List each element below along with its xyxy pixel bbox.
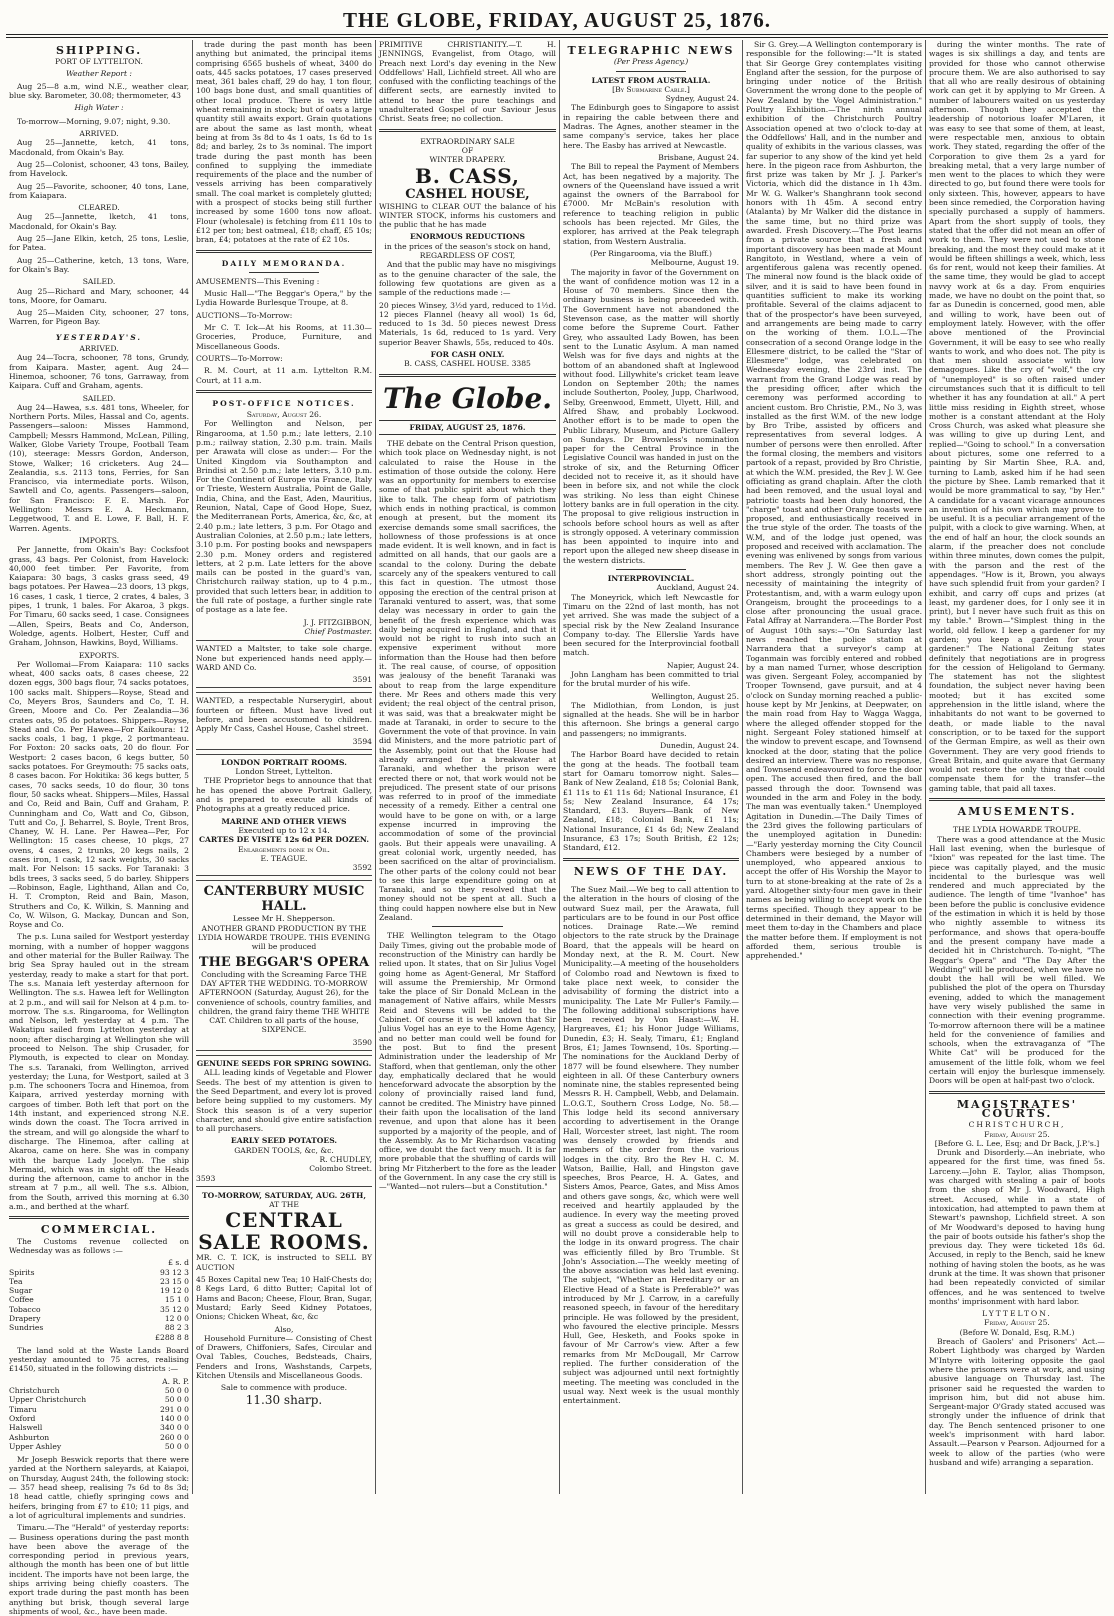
ad-wanted-maltster [196,640,372,688]
arrived-item: Aug 25—Favorite, schooner, 40 tons, Lane, from Kaiapara. [9,181,189,200]
separator [196,250,372,253]
news-continued: during the winter months. The rate of wages is six shillings a day, and tents are provided for those who cannot otherwise procure them. We are also authorised to say that all who are really desirous of obtaining work can get it by applying to Mr Green. A number of labourers waited on us yesterday afternoon. Though they accepted the leadership of notorious loafer M'Laren, it was easy to see that some of them, at least, were respectable men, anxious to obtain work. They stated, regarding the offer of the Corporation to give them 2s a yard for breaking metal, that a very large number of men went to the places to which they were directed to go, but found there were tools for only sixteen. This, however, appears to have been since remedied, the Corporation having specially purchased a supply of hammers. Apart from the short supply of tools, they stated that the offer did not mean an offer of work to them. They were not used to stone breaking, and the most they could make at it would be fifteen shillings a week, which, less 6s for rent, would not keep their families. At the same time, they would be glad to accept navvy work at 6s a day. From enquiries made, we have no doubt on the point that, so far as Dunedin is concerned, good men, able and willing to work, have been out of employment lately. However, with the offer above mentioned of the Provincial Government, it will be easy to see who really wants to work, and who does not. The pity is that men should associate with low demagogues. Like the cry of "wolf," the cry of "unemployed" is so often raised under circumstances such that it is difficult to tell whether it has any foundation at all." A pert little miss residing in Eighth street, whose mother is a constant attendant at the Holy Cross Church, was asked what pleasure she was willing to give up during Lent, and replied—"Going to school." In a conversation about pictures, some one referred to a painting by Sir Martin Shee, R.A. and, turning to Lamb, asked him if he had seen the picture by Shee. Lamb remarked that it would be more grammatical to say, "by Her." A candidate for a vacant vicarage announces an invention of his own which may prove to be useful. It is a peculiar arrangement of the pulpit, with a clock to give warning. When, at the end of half an hour, the clock sounds an alarm, if the preacher does not conclude within three minutes, down comes the pulpit, with the parson and the rest of the appendages. "How is it, Brown, you always have such splendid fruit from your garden? I exhibit, and carry off cups and prizes (at least, my gardener does, for I only see it in print), but I never have such fruit as this on my table." Brown—"Simplest thing in the world, old fellow. I keep a gardener for my garden; you keep a garden for your gardener." The National Zeitung states definitely that negotiations are in progress for the cession of Heligoland to Germany. The statement has not the slightest foundation, the subject never having been mooted; but it has excited some apprehension in the little island, where the inhabitants do not want to be governed to death, or made liable to the naval conscription, or to be taxed for the support of the German Empire, as well as their own Government. They are very good friends to Great Britain, and quite aware that Germany would not restore the only thing that could compensate them for the transfer—the gaming table, that paid all taxes. [929,40,1105,793]
ad-line: Executed up to 12 x 14. [238,825,330,835]
dateline: Dunedin, August 24. [660,741,739,751]
cable-note: [By Submarine Cable.] [612,84,690,94]
court-report: Breach of Gaolers' and Prisoners' Act.—Robert Lightbody was charged by Warden M'Intyre with loitering opposite the gaol where the prisoners were at work, and using abusive language on Thursday last. The prisoner said he requested the warden to imprison him, but did not abuse him. Sergeant-major O'Grady stated accused was strongly under the influence of drink that day. The Bench sentenced prisoner to one week's imprisonment with hard labor. Assault.—Pearson v Pearson. Adjourned for a week to allow of the parties (who were husband and wife) arranging a separation. [929,1337,1105,1467]
ad-portrait-rooms [196,754,372,877]
ad-subheading: London Street, Lyttelton. [235,767,333,777]
column-4 [560,40,742,1494]
news-of-day: The Suez Mail.—We beg to call attention to the alteration in the hours of closing of the outward Suez mail, per the Arawata, full particulars are to be found in our Post office notices. Drainage Rate.—We remind objectors to the rate struck by the Drainage Board, that the appeals will be heard on Monday next, at the R. M. Court. New Municipality.—A meeting of the householders of Colombo road and Newtown is fixed to take place next week, to consider the advisability of forming the district into a municipality. The Late Mr Fuller's Family.—The following additional subscriptions have been received by Von Haast:—W. H. Hargreaves, £1; his Honor Judge Williams, Dunedin, £3; H. Sealy, Timaru, £1; England Bros, £1; James Townsend, 10s. Sporting.—The nominations for the Auckland Derby of 1877 will be found elsewhere. They number eighteen in all. Of these Canterbury owners nominate nine, the stables represented being Messrs R. H. Campbell, Webb, and Delamain. L.O.G.T., Southern Cross Lodge, No. 58.—This lodge held its second anniversary according to advertisement in the Orange Hall, Worcester street, last night. The room was densely crowded by friends and members of the order from the various lodges in the city. Bro the Rev H. C. M. Watson, Baillie, Hall, and Hingston gave speeches, Bros Pearce, H. A. Gates, and Sisters Amos, Pearce, Gates, and Miss Amos and others gave songs, &c, which were well received and heartily applauded by the audience. In every way the meeting proved as great a success as could be desired, and will no doubt prove a considerable help to the lodge in its onward progress. The chair was efficiently filled by Bro Trumble. St John's Association.—The weekly meeting of the above association was held last evening. The subject, "Whether an Hereditary or an Elective Head of a State is Preferable?" was introduced by Mr J. Carrow, in a carefully reasoned speech, in favour of the hereditary principle. He was followed by the president, who favoured the elective principle. Messrs Hull, Gee, Hesketh, and Fooks spoke in favour of Mr Carrow's view. After a few remarks from Mr McDougall, Mr Carrow replied. The further consideration of the subject was adjourned until next fortnightly meeting. The meeting was concluded in the usual way. Next week is the usual monthly entertainment. [563,884,739,1406]
masthead-rule-2 [6,37,1108,38]
news-auckland: The Moneyrick, which left Newcastle for Timaru on the 22nd of last month, has not yet arrived. She was made the subject of a special risk by the New Zealand Insurance Company to-day. The Ellerslie Yards have been secured for the Interprovincial football match. [563,592,739,658]
arrived-item: Aug 25—Colonist, schooner, 43 tons, Bailey, from Havelock. [9,159,189,179]
cleared-item: Aug 25—Jannette, lketch, 41 tons, Macdonald, for Okain's Bay. [9,212,189,231]
ad-line: EARLY SEED POTATOES. [230,1136,338,1146]
separator [616,569,686,570]
ad-text: 45 Boxes Capital new Tea; 10 Half-Chests do; 8 Kegs Lard, 6 ditto Butter; Capital lot of Hams and Bacon; Cheese, Flour, Bran, Sugar, Mustard; Early Seed Kidney Potatoes, Onions; Chicken Wheat, &c, &c [196,1275,372,1322]
press-agency: (Per Press Agency.) [613,57,689,67]
sailed-label: SAILED. [82,277,116,287]
ad-line: ENORMOUS REDUCTIONS [409,232,526,242]
ad-text: WISHING to CLEAR OUT the balance of his WINTER STOCK, informs his customers and the public that he has made [379,201,556,230]
ad-number: 3592 [352,863,372,873]
ad-number: 3591 [352,675,372,685]
ad-title: CENTRAL [225,1208,343,1233]
table-row: Upper Christchurch 50 0 0 [9,1395,189,1405]
editorial-ministry: THE Wellington telegram to the Otago Daily Times, giving out the probable mode of reconstruction of the Ministry can hardly be relied upon. It states, that on Sir Julius Vogel going home as Agent-General, Mr Stafford will assume the Premiership, Mr Ormond take the place of Sir Donald McLean in the management of Native affairs, while Messrs Reid and Stevens will be added to the Cabinet. Of course it is well known that Sir Julius Vogel has an eye to the Home Agency, and no better man could well be found for the post. But to find the present Administration under the leadership of Mr Stafford, when that gentleman, only the other day, emphatically declared that he would henceforward advocate the absorption by the colony of provincially raised land fund, cannot be credited. The Ministry have pinned their faith upon the localisation of the land revenue, and upon that alone has it been supported by a majority of the people, and of the Assembly. As to Mr Richardson vacating office, we doubt the fact very much. It is far more probable that the shuffling of cards will bring Mr Fitzherbert to the fore as the leader of the Government. In any case the cry still is—"Wanted—not rulers—but a Constitution." [379,931,556,1192]
post-notices: For Wellington and Nelson, per Ringarooma, at 1.50 p.m.; late letters, 2.10 p.m.; railway station, 2.30 p.m. train. Mails per Arawata will close as under:— For the United Kingdom via Southampton and Brindisi at 2.50 p.m.; late letters, 3.10 p.m. For the Continent of Europe via France, Italy or Trieste, Western Australia, Point de Galle, India, China, and the East, Aden, Mauritius, Reunion, Natal, Cape of Good Hope, Suez, the Mediterranean Ports, America, &c, &c, at 2.40 p.m.; late letters, 3 p.m. For Otago and Australian Colonies, at 2.50 p.m.; late letters, 3.10 p.m. For posting books and newspapers 2.30 p.m. Money orders and registered letters, at 2 p.m. Late letters for the above mails can be posted in the guard's van, Christchurch railway station, up to 4 p.m., provided that such letters bear, in addition to the full rate of postage, a further single rate of postage as a late fee. [196,419,372,615]
imports: Per Jannette, from Okain's Bay: Cocksfoot grass, 43 bags. Per Colonist, from Havelock: 40,000 feet timber. Per Favorite, from Kaiapara: 30 bags, 3 casks grass seed, 49 bags potatoes. Per Hawea—23 doors, 13 pkgs, 16 cases, 1 cask, 1 tierce, 2 crates, 4 bales, 3 pipes, 1 trunk, 1 bales. For Akaroa, 3 pkgs. For Timaru, 60 sacks seed, 1 case. Consignees—Allen, Speirs, Beats and Co, Anderson, Woledge, agents. Holbert, Hester, Cuff and Graham, Johnson, Hawkins, Boyd, Williams. [9,545,189,648]
memoranda-heading: DAILY MEMORANDA. [221,258,347,268]
table-row: Timaru 291 0 0 [9,1404,189,1414]
editorial-prison: THE debate on the Central Prison question, which took place on Wednesday night, is not calculated to raise the House in the estimation of those outside the colony. Here was an opportunity for members to exercise some of that public spirit about which they like to talk. The cheap form of patriotism which ends in nothing practical, is common enough at present, but the moment its exercise demands some small sacrifices, the hollowness of those professions is at once made evident. It is well known, and in fact is admitted on all hands, that our gaols are a scandal to the colony. During the debate scarcely any of the speakers ventured to call this fact in question. The utmost those opposing the erection of the central prison at Taranaki ventured to assert, was, that some delay was necessary in order to gain the benefit of the fresh experience which was daily being acquired in England, and that it would not be right to rush into such an expensive experiment without more information than the House had then before it. The real cause, of course, of opposition was jealousy of the benefit Taranaki was about to reap from the large expenditure there. Mr Rees and others made this very evident; the real object of the central prison, it was said, was that a breakwater might be made at Taranaki, in order to secure to the Government the vote of that province. In vain did Ministers, and the more patriotic part of the Assembly, point out that the House had already arranged for a breakwater at Taranaki, and whether the prison were erected there or not, that work would not be prejudiced. The present state of our prisons was referred to in proof of the immediate necessity of a remedy. Either a central one would have to be gone on with, or a large expense incurred in improving the accommodation of some of the provincial gaols. But their appeals were unavailing. A great colonial work, urgently needed, has been sacrificed on the altar of provincialism. The other parts of the colony could not bear to see this large expenditure going on at Taranaki, and so they resolved that the money should not be spent at all. Such a thing could happen nowhere else but in New Zealand. [379,438,556,923]
ad-subheading: Lessee Mr H. Shepperson. [232,914,336,924]
cleared-item: Aug 25—Catherine, ketch, 13 tons, Ware, for Okain's Bay. [9,255,189,274]
ad-primitive-christianity: PRIMITIVE CHRISTIANITY.—T. H. JENNINGS, Evangelist, from Otago, will Preach next Lord's day evening in the New Oddfellows' Hall, Lichfield street. All who are confused with the conflicting teachings of the different sects, are earnestly invited to attend to hear the pure teachings and unadulterated Gospel of our Saviour Jesus Christ. Seats free; no collection. [379,40,556,124]
court-report: Drunk and Disorderly.—An inebriate, who appeared for the first time, was fined 5s. Larceny.—John E. Taylor, alias Thompson, was charged with stealing a pair of boots from the shop of Mr J. Woodward, High street. Accused, while in a state of intoxication, had attempted to pawn them at Stewart's pawnshop, Lichfield street. A son of Mr Woodward's deposed to having hung the pair of boots outside his father's shop the previous day. They were ticketed 18s 6d. Accused, in reply to the Bench, said he knew nothing of having stolen the boots, as he was drunk at the time. It was shown that prisoner had been repeatedly convicted of similar offences, and he was sentenced to twelve months' imprisonment with hard labor. [929,1148,1105,1306]
ad-text: MR. C. T. ICK, is instructed to SELL BY AUCTION [196,1253,372,1272]
ad-text: THE Proprietor begs to announce that that he has opened the above Portrait Gallery, and is prepared to execute all kinds of Photographs at a greatly reduced price. [196,776,372,814]
troupe-heading: THE LYDIA HOWARDE TROUPE. [952,825,1082,835]
dateline: Brisbane, August 24. [658,152,739,162]
arrived-label: ARRIVED. [79,129,119,139]
amusements-label: AMUSEMENTS—This Evening : [196,276,320,286]
post-office-heading: POST-OFFICE NOTICES. [212,398,356,408]
stock-report: Mr Joseph Beswick reports that there were yarded at the Northern saleyards, at Kaiapoi, on Thursday, August 24th, the following stock:— 357 head sheep, realising 7s 6d to 8s 3d; 18 head cattle, chiefly springing cows and heifers, bringing from £7 to £10; 11 pigs, and a lot of agricultural implements and sundries. [9,1455,189,1520]
exports-label: EXPORTS. [78,650,120,660]
ad-line: Sale to commence with produce. [220,1383,348,1393]
magistrates-heading: MAGISTRATES' COURTS. [956,1097,1078,1120]
ad-text: WANTED, a respectable Nurserygirl, about fourteen or fifteen. Must have lived out before, and been accustomed to children. Apply Mr Cass, Cashel House, Cashel street. [196,696,372,734]
court-location: CHRISTCHURCH, [968,1120,1066,1130]
separator [432,926,503,927]
high-water: To-morrow—Morning, 9.07; night, 9.30. [17,116,171,126]
table-row: Ashburton 260 0 0 [9,1432,189,1442]
column-6 [926,40,1108,1494]
ad-line: GARDEN TOOLS, &c, &c. [234,1145,334,1155]
court-date: Friday, August 25. [984,1318,1050,1328]
dateline: Auckland, August 24. [656,583,739,593]
table-total: £288 8 8 [155,1332,189,1342]
customs-table [9,1258,189,1342]
news-napier: John Langham has been committed to trial for the brutal murder of his wife. [563,670,739,689]
ad-signature: R. CHUDLEY, [319,1154,372,1164]
ad-line: OF [461,145,474,155]
dateline: Melbourne, August 19. [650,258,739,268]
ad-number: 3593 [196,1173,216,1183]
amusements-memo: Music Hall—"The Beggar's Opera," by the Lydia Howarde Burlesque Troupe, at 8. [196,289,372,308]
column-2 [193,40,375,1494]
weather-report: Aug 25—8 a.m, wind N.E., weather clear, blue sky. Barometer, 30.08; thermometer, 43 [9,81,189,101]
ad-number: 3594 [352,736,372,746]
y-sailed-label: SAILED. [82,393,116,403]
table-row: Oxford 140 0 0 [9,1413,189,1423]
y-sailed: Aug 24—Hawea, s.s. 481 tons, Wheeler, for Northern Ports. Miles, Hassal and Co, agents. Passengers—saloon: Misses Hammond, Campbell; Messrs Hammond, McLean, Pilling, Walker, Globe Variety Troupe, Football Team (10), steerage: Messrs Gordon, Anderson, Stowe, Walker; 16 cricketers. Aug 24—Zealandia, s.s. 2113 tons, Ferries, for San Francisco, via intermediate ports. Wilson, Sawtell and Co, agents. Passengers—saloon, for San Francisco: F. E. Marsh. For Wellington: Messrs E. A. Heckmann, Leggetwood, T. and E. Lowe, F. Ball, H. F. Warren. Agents. [9,402,189,533]
separator [379,374,556,377]
ad-text: Concluding with the Screaming Farce THE DAY AFTER THE WEDDING. TO-MORROW AFTERNOON (Saturday, August 26), for the convenience of schools, country families, and children, the grand fairy theme THE WHITE CAT. Children to all parts of the house, SIXPENCE. [196,969,372,1035]
y-arrived-label: ARRIVED. [79,344,119,354]
separator [616,880,686,881]
ad-line: TO-MORROW, SATURDAY, AUG. 26TH, [201,1190,366,1200]
dateline: Napier, August 24. [666,660,739,670]
ad-line: FOR CASH ONLY. [430,350,505,360]
separator [9,1216,189,1219]
land-cols: A. R. P. [162,1376,189,1386]
high-water-label: High Water : [74,103,124,113]
ad-text: Household Furniture— Consisting of Chest of Drawers, Chiffoniers, Safes, Circular and Oval Tables, Couches, Bedsteads, Chairs, Fenders and Irons, Washstands, Carpets, Kitchen Utensils and Miscellaneous Goods. [196,1333,372,1381]
table-row: Spirits 93 12 3 [9,1267,189,1277]
auctions-memo: Mr C. T. Ick—At his Rooms, at 11.30—Groceries, Produce, Furniture, and Miscellaneous Goods. [196,323,372,351]
issue-date: FRIDAY, AUGUST 25, 1876. [379,420,556,435]
ad-heading: LONDON PORTRAIT ROOMS. [221,757,347,767]
ad-text: 20 pieces Winsey, 3½d yard, reduced to 1½d. 12 pieces Flannel (heavy all wool) 1s 6d, reduced to 1s 3d. 50 pieces newest Dress Materials, 1s 6d, reduced to 1s yard. Very superior Beaver Shawls, 55s, reduced to 40s. [379,300,556,347]
ad-seeds [196,1055,372,1187]
table-row: Christchurch 50 0 0 [9,1386,189,1396]
column-5 [743,40,925,1494]
separator [929,798,1105,801]
separator [196,390,372,393]
table-row: Drapery 12 0 0 [9,1314,189,1323]
separator [982,820,1052,821]
table-row: Sundries 88 2 3 [9,1323,189,1333]
amusements-report: There was a good attendance at the Music Hall last evening, when the burlesque of "Ixion" was repeated for the last time. The piece was capitally played, and the music incidental to the burlesque was well rendered and much appreciated by the audience. The length of time "Ivanhoe" has been before the public is conclusive evidence of the estimation in which it is held by those who nightly assemble to witness its performance, and shows that opera-bouffe and the present company have made a decided hit in Christchurch. To-night, "The Beggar's Opera" and "The Day After the Wedding" will be produced, when we have no doubt the hall will be well filled. We published the plot of the opera on Thursday evening, added to which the management have very wisely published the same in connection with their evening programme. To-morrow afternoon there will be a matinee held for the convenience of families and schools, when the extravaganza of "The White Cat" will be produced for the amusement of the little folk, whom we feel certain will enjoy the burlesque immensely. Doors will be open at half-past two o'clock. [929,834,1105,1086]
ad-line: Also, [274,1324,294,1334]
timaru-report: Timaru.—The "Herald" of yesterday reports:— Business operations during the past month have been above the average of the corresponding period in previous years, although the month has been one of but little incident. The imports have not been large, the ships arriving being chiefly coasters. The export trade during the past month has been anything but brisk, though several large shipments of wool, &c., have been made. [9,1523,189,1616]
land-sold: The land sold at the Waste Lands Board yesterday amounted to 75 acres, realising £1450, situated in the following districts :— [9,1345,189,1374]
ad-text: And that the public may have no misgivings as to the genuine character of the sale, the following few quotations are given as a sample of the reductions made :— [379,260,556,298]
arrived-item: Aug 25—Jannette, ketch, 41 tons, Macdonald, from Okain's Bay. [9,138,189,157]
table-row: Tobacco 35 12 0 [9,1304,189,1314]
land-table [9,1377,189,1451]
separator [929,1091,1105,1094]
table-row: Sugar 19 12 0 [9,1286,189,1296]
table-row: Tea 23 15 0 [9,1276,189,1286]
ad-line: EXTRAORDINARY SALE [420,136,515,146]
interprovincial-heading: INTERPROVINCIAL. [607,574,695,584]
commercial-heading: COMMERCIAL. [40,1223,158,1237]
cleared-label: CLEARED. [78,203,120,213]
courts-label: COURTS—To-Morrow: [196,353,283,363]
ad-text: ANOTHER GRAND PRODUCTION BY THE LYDIA HOWARDE TROUPE. THIS EVENING will be produced [197,923,371,952]
dateline: (Per Ringarooma, via the Bluff.) [590,248,712,258]
masthead: THE GLOBE, FRIDAY, AUGUST 25, 1876. [342,8,772,32]
court-bench: (Before W. Donald, Esq, R.M.) [959,1327,1075,1337]
ad-line: B. CASS, CASHEL HOUSE. 3385 [404,359,531,369]
ad-line: WINTER DRAPERY. [429,155,506,165]
dateline: Wellington, August 25. [651,691,739,701]
exports: Per Wollomai—From Kaiapara: 110 sacks wheat, 400 sacks oats, 8 cases cheese, 22 dozen eggs, 300 bags flour, 74 sacks potatoes, 100 sacks malt. Shippers—Royse, Stead and Co, Meyers Bros, Saunders and Co, T. H. Green, Moore and Co. Per Zealandia—36 crates oats, 95 do potatoes. Shippers—Royse, Stead and Co. Per Hawea—For Kaikoura: 12 sacks coals, 1 bag, 1 pkge, 2 portmanteau. For Foxton: 20 sacks oats, 20 do flour. For Westport: 2 cases bacon, 6 kegs butter, 50 sacks potatoes. For Greymouth: 75 sacks oats, 8 cases bacon. For Hokitika: 36 kegs butter, 5 cases, 70 sacks seeds, 10 do flour, 30 tons flour, 50 sacks wheat. Shippers—Miles, Hassal and Co, Reid and Bain, Cuff and Graham, P. Cunningham and Co, Watt and Co, Gibson, Tutt and Co, J. Beharrel, S. Boyle, Trent Bros, Chaney, W. H. Lane. Per Hawea—Per, For Wellington: 15 cases cheese, 10 pkgs, 27 ovens, 4 cases, 2 trunks, 20 kegs nails, 2 cases iron, 1 cask, 12 sack weights, 30 sacks malt. For Nelson: 15 sacks. For Taranaki: 3 bdls trees, 3 sacks seed, 5 do barley. Shippers—Robinson, Eagle, Lighthand, Allan and Co, H. T. Crompton, Reid and Bain, Mason, Struthers and Co, K. Wilkin, S. Manning and Co, W. Wilson, G. Mackay, Duncan and Son, Royse and Co. [9,659,189,930]
ad-line: AT THE [269,1200,299,1210]
latest-heading: LATEST FROM AUSTRALIA. [591,75,711,85]
separator [249,272,319,273]
postmaster-name: J. J. FITZGIBBON, [303,617,372,627]
ad-line: 11.30 sharp. [245,1392,323,1407]
cleared-item: Aug 25—Jane Elkin, ketch, 25 tons, Leslie, for Patea. [9,234,189,253]
court-bench: [Before G. L. Lee, Esq; and Dr Back, J.P.'s.] [934,1138,1100,1148]
news-of-day-heading: NEWS OF THE DAY. [573,864,729,878]
y-arrived: Aug 24—Tocra, schooner, 78 tons, Grundy, from Kaipara. Master, agent. Aug 24—Hinemoa, schooner, 76 tons, Garraway, from Kaipara. Cuff and Graham, agents. [9,353,189,391]
ad-title: THE BEGGAR'S OPERA [198,954,370,970]
telegraphic-heading: TELEGRAPHIC NEWS [567,44,735,57]
separator [616,71,686,72]
sailed-item: Aug 25—Richard and Mary, schooner, 44 tons, Moore, for Oamaru. [9,286,189,305]
ad-line: Enlargements done in Oil. [238,844,330,854]
separator [379,129,556,132]
separator [563,858,739,861]
ad-wanted-nurserygirl [196,692,372,749]
post-date: Saturday, August 26. [246,410,322,420]
column-3 [376,40,559,1494]
customs-intro: The Customs revenue collected on Wednesday was as follows :— [9,1236,189,1255]
table-row: Upper Ashley 50 0 0 [9,1441,189,1451]
ad-line: CARTES DE VISITE 12s 6d PER DOZEN. [198,835,370,845]
news-dunedin: The Harbor Board have decided to retain the gong at the heads. The football team start for Oamaru tomorrow night. Sales—Bank of New Zealand, £18 5s; Colonial Bank, £1 11s to £1 11s 6d; National Insurance, £1 5s; New Zealand Insurance, £4 17s; Standard, £13. Buyers—Bank of New Zealand, £18; Colonial Bank, £1 11s; National Insurance, £1 4s 6d; New Zealand Insurance, £3 17s; South British, £2 12s; Standard, £12. [563,750,739,853]
shipping-heading: SHIPPING. [55,44,143,57]
weather-label: Weather Report : [66,68,132,78]
court-date: Friday, August 25. [984,1129,1050,1139]
ad-line: in the prices of the season's stock on hand, REGARDLESS OF COST, [384,241,551,261]
ad-heading: CANTERBURY MUSIC HALL. [203,884,365,915]
ad-text: WANTED a Maltster, to take sole charge. None but experienced hands need apply.—WARD AND Co. [196,644,372,672]
ad-line: MARINE AND OTHER VIEWS [221,816,347,826]
ad-heading: GENUINE SEEDS FOR SPRING SOWING. [196,1059,372,1069]
news-sydney: The Edinburgh goes to Singapore to assist in repairing the cable between there and Madras. The Agnes, another steamer in the same company's service, takes her place here. The Easby has arrived at Newcastle. [563,103,739,150]
ad-music-hall [196,880,372,1051]
customs-cols: £ s. d [168,1258,189,1268]
amusements-heading: AMUSEMENTS. [957,805,1077,819]
ad-subtitle: CASHEL HOUSE, [405,186,530,202]
ad-title: SALE ROOMS. [198,1230,370,1255]
imports-label: IMPORTS. [78,535,120,545]
news-continued: Sir G. Grey.—A Wellington contemporary is responsible for the following:—"It is stated that Sir George Grey contemplates visiting England after the session, for the purpose of bringing under notice of the British Government the wrong done to the people of New Zealand by the Vogel Administration." Poultry Exhibition.—The ninth annual exhibition of the Christchurch Poultry Association opened at two o'clock to-day at the Oddfellows' Hall, and in the number and quality of exhibits in the various classes, was far superior to any show of the kind yet held here. In the pigeon race from Ashburton, the first prize was taken by Mr J. J. Parker's Victoria, which did the distance in 1h 43m. Mr W. G. Walker's Shanghrann took second honors with 1h 45m. A second entry (Atalanta) by Mr Walker did the distance in the same time, but no third prize was awarded. Fresh Discovery.—The Post learns from a private source that a fresh and important discovery has been made at Mount Rangitoto, in Westland, where a vein of argentiferous galena was recently opened. The mineral now found is the black oxide of silver, and it is said to have been found in quantities sufficient to make its working profitable. Several of the claims adjacent to that of the prospector's have been surveyed, and arrangements are being made to carry on the working of them. I.O.L.—The consecration of a second Orange lodge in the Ellesmere district, to be called the "Star of Ellesmere" lodge, was celebrated on Wednesday evening, the 23rd inst. The warrant from the Grand Lodge was read by the presiding officer, after which the ceremony was performed according to ancient custom. Bro Christie, P.M., No 3, was installed as the first W.M. of the new lodge by Bro Tribe, assisted by officers and representatives from several lodges. A number of persons were then enrolled. After the formal closing, the members and visitors partook of a repast, provided by Bro Christie, at which the W.M. presided, the Rev J. W. Gee officiating as grand chaplain. After the cloth had been removed, and the usual loyal and patriotic toasts had been duly honored, the "charge" toast and other Orange toasts were proposed, and enthusiastically received in the true style of the order. The toasts of the W.M, and of the lodge just opened, was proposed and received with acclamation. The evening was enlivened by songs from various members. The Rev J. W. Gee then gave a short address, strongly pointing out the necessity of maintaining the integrity of Protestantism, and, with a warm eulogy upon Orangeism, brought the proceedings to a close after pronouncing the usual grace. Fatal Affray at Narrandera.—The Border Post of August 10th says:—"On Saturday last news reached the police station at Narrandera that a surveyor's camp at Toganmain was forcibly entered and robbed by a man named Turner, whose description was given. Sergeant Foley, accompanied by Trooper Townsend, gave pursuit, and at 4 o'clock on Sunday morning reached a public-house kept by Mr Jenkins, at Deepwater, on the main road from Hay to Wagga Wagga, where the alleged offender stopped for the night. Sergeant Foley stationed himself at the window to prevent escape, and Townsend knocked at the door, stating that the police desired an interview. There was no response, and Townsend endeavoured to force the door open. The accused then fired, and the ball passed through the door. Townsend was wounded in the arm and Foley in the body. The man was eventually taken." Unemployed Agitation in Dunedin.—The Daily Times of the 23rd gives the following particulars of the unemployed agitation in Dunedin:—"Early yesterday morning the City Council Chambers were besieged by a number of unemployed, who appeared anxious to accept the offer of His Worship the Mayor to turn to at stone-breaking at the rate of 2s a yard. Altogether sixty-four men gave in their names as being willing to accept work on the terms specified. Though they appear to be determined in their demand, the Mayor will meet them to-day in the Chambers and place the matter before them. If employment is not afforded them, serious trouble is apprehended." [746,40,922,961]
shipping-news: The p.s. Luna sailed for Westport yesterday morning, with a number of hopper waggons and other material for the Buller Railway. The brig Sea Spray hauled out in the stream yesterday, ready to make a start for that port. The s.s. Manaia left yesterday afternoon for Wellington. The s.s. Hawea left for Wellington at 2 p.m., and will sail for Nelson at 4 p.m. to-morrow. The s.s. Ringarooma, for Wellington and Nelson, left yesterday at 4 p.m. The Wakatipu sailed from Lyttelton yesterday at noon; after discharging at Wellington she will proceed to Nelson. The ship Crusader, for Plymouth, is expected to clear on Monday. The s.s. Taranaki, from Wellington, arrived yesterday; the Luna, for Westport, sailed at 3 p.m. The schooners Tocra and Hinemoa, from Kaipara, arrived yesterday morning with cargoes of timber. Both left that port on the 14th instant, and experienced strong N.E. winds down the coast. The Tocra arrived in the stream, and will go alongside the wharf to discharge. The Hinemoa, after calling at Akaroa, came on here. She was in company with the barque Lady Jocelyn. The ship Mermaid, which was in sight off the Heads during the afternoon, came to anchor in the stream at 7 p.m., all well. The s.s. Albion, from the South, arrived this morning at 6.30 a.m., and berthed at the wharf. [9,932,189,1212]
auctions-label: AUCTIONS—To-Morrow: [196,310,293,320]
ad-central-sale-rooms [196,1191,372,1407]
news-wellington: The Midlothian, from London, is just signalled at the heads. She will be in harbor this afternoon. She brings a general cargo and passengers; no immigrants. [563,700,739,738]
ad-title: B. CASS, [415,163,520,188]
ad-signature: E. TEAGUE. [260,853,308,863]
dateline: Sydney, August 24. [665,94,739,104]
ad-address: Colombo Street. [309,1164,372,1174]
postmaster-title: Chief Postmaster. [304,626,372,636]
trade-continued: trade during the past month has been anything but animated, the principal items comprising 6565 bushels of wheat, 3400 do oats, 445 sacks potatoes, 17 cases preserved meat, 361 bales chaff, 29 do hay, 1 ton flour, 100 bags bone dust, and small quantities of other local produce. There is very little wheat remaining in stock; but of oats a large quantity still awaits export. Grain quotations are about the same as last month, wheat being at from 3s 8d to 4s 1 oats, 1s 6d to 1s 8d; and barley, 2s to 3s nominal. The import trade during the past month has been confined to supplying the immediate requirements of the place and the number of vessels arriving has been comparatively small. The coal market is completely glutted; with a prospect of stocks being still further increased by some 1600 tons now afloat. Flour (wholesale) is fetching from £11 10s to £12 per ton; best oatmeal, £18; chaff, £5 10s; bran, £4; potatoes at the rate of £2 10s. [196,40,372,245]
table-row: Coffee 15 1 0 [9,1295,189,1305]
sailed-item: Aug 25—Maiden City, schooner, 27 tons, Warren, for Pigeon Bay. [9,308,189,327]
globe-title: The Globe. [382,381,553,415]
ad-number: 3590 [352,1037,372,1047]
table-row: Halswell 340 0 0 [9,1423,189,1433]
column-1 [6,40,192,1616]
news-brisbane: The Bill to repeal the Payment of Members Act, has been negatived by a majority. The owners of the Queensland have issued a writ against the owners of the Barrabool for £7000. Mr McBain's resolution with reference to teaching religion in public schools has been rejected. Mr Giles, the explorer, has arrived at the Peak telegraph station, from Western Australia. [563,162,739,246]
ad-text: ALL leading kinds of Vegetable and Flower Seeds. The best of my attention is given to the Seed Department, and every lot is proved before being supplied to my customers. My Stock this season is of a very superior character, and should give entire satisfaction to all purchasers. [196,1068,372,1134]
masthead-rule [6,34,1108,35]
court-location: LYTTELTON. [982,1309,1052,1319]
courts-memo: R. M. Court, at 11 a.m. Lyttelton R.M. Court, at 11 a.m. [196,366,372,385]
yesterday-heading: YESTERDAY'S. [55,332,143,342]
port-heading: PORT OF LYTTELTON. [55,57,143,67]
news-melbourne: The majority in favor of the Government on the want of confidence motion was 12 in a House of 70 members. Since then the ordinary business is being proceeded with. The Government have not abandoned the Stevenson case, as the matter will shortly come before the Supreme Court. Father Grey, who assaulted Lady Bowen, has been sent to the Lunatic Asylum. A man named Welsh was for five days and nights at the bottom of an abandoned shaft at Inglewood without food. Lillywhite's cricket team leave London on September 20th; the names include Southerton, Pooley, Jupp, Charlwood, Selby, Greenwood, Emmett, Ulyett, Hill, and Alfred Shaw, and probably Lockwood. Another effort is to be made to open the Public Library, Museum, and Picture Gallery on Sundays. Dr Brownless's nomination paper for the Central Province in the Legislative Council was handed in just on the stroke of six, and the Returning Officer decided not to receive it, as it should have been in before six, and not while the clock was striking. No less than eight Chinese lottery banks are in full operation in the city. The proposal to give religious instruction in schools before school hours as well as after is strongly opposed. A veterinary commission has been appointed to inquire into and report upon the alleged new sheep disease in the western districts. [563,267,739,565]
